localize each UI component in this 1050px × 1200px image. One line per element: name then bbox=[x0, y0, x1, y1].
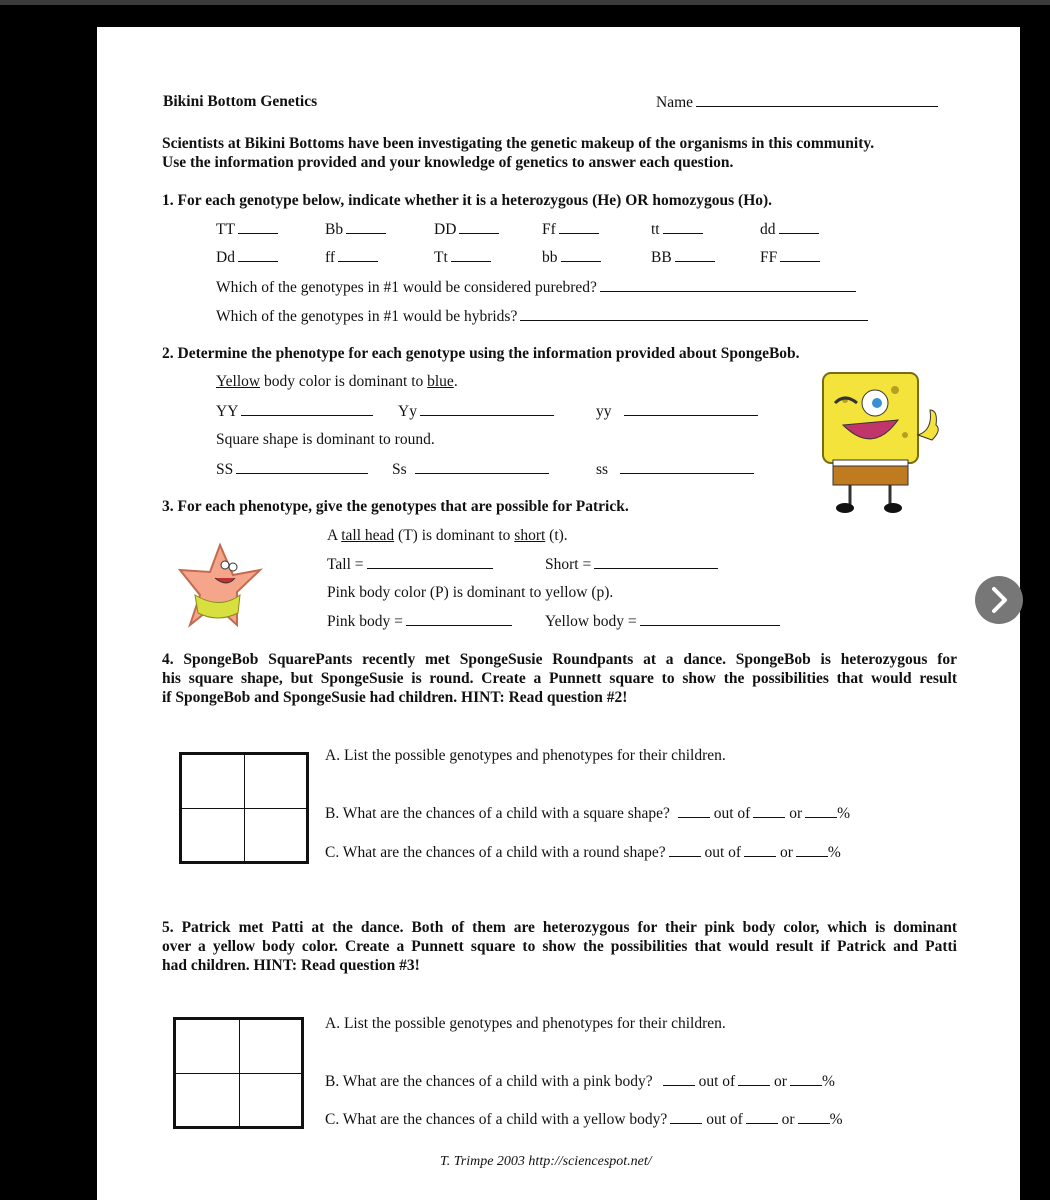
chevron-right-icon bbox=[975, 576, 1023, 624]
genotype-item: Tt bbox=[434, 248, 491, 267]
color-rule: Yellow body color is dominant to blue. bbox=[216, 373, 458, 390]
q4-part-b: B. What are the chances of a child with a square shape? out of or % bbox=[325, 805, 851, 822]
q4-part-a: A. List the possible genotypes and phenotypes for their children. bbox=[325, 747, 726, 764]
intro-line: Scientists at Bikini Bottoms have been investigating the genetic makeup of the organisms in this community. bbox=[162, 135, 875, 152]
name-label: Name bbox=[656, 94, 694, 111]
q4-part-c: C. What are the chances of a child with a round shape? out of or % bbox=[325, 844, 841, 861]
footer-credit: T. Trimpe 2003 http://sciencespot.net/ bbox=[440, 1154, 652, 1169]
hybrids-question: Which of the genotypes in #1 would be hybrids? bbox=[216, 307, 868, 326]
height-rule: A tall head (T) is dominant to short (t). bbox=[327, 527, 568, 544]
genotype-item: Dd bbox=[216, 248, 278, 267]
question-2-prompt: 2. Determine the phenotype for each genotype using the information provided about SpongeBob. bbox=[162, 345, 800, 362]
question-5-prompt: had children. HINT: Read question #3! bbox=[162, 957, 420, 974]
q5-part-c: C. What are the chances of a child with a yellow body? out of or % bbox=[325, 1111, 843, 1128]
intro-line: Use the information provided and your knowledge of genetics to answer each question. bbox=[162, 154, 734, 171]
answer-ss-het: Ss bbox=[392, 460, 549, 479]
question-5-prompt: 5. Patrick met Patti at the dance. Both of them are heterozygous for their pink body color, which is dominant bbox=[162, 919, 957, 936]
shape-rule: Square shape is dominant to round. bbox=[216, 431, 435, 448]
q5-part-b: B. What are the chances of a child with a pink body? out of or % bbox=[325, 1073, 835, 1090]
punnett-square-1 bbox=[179, 752, 309, 864]
answer-pink: Pink body = bbox=[327, 612, 512, 631]
purebred-question: Which of the genotypes in #1 would be considered purebred? bbox=[216, 278, 856, 297]
genotype-item: tt bbox=[651, 220, 703, 239]
question-1-prompt: 1. For each genotype below, indicate whether it is a heterozygous (He) OR homozygous (Ho). bbox=[162, 192, 773, 209]
punnett-square-2 bbox=[173, 1017, 304, 1129]
question-4-prompt: 4. SpongeBob SquarePants recently met SpongeSusie Roundpants at a dance. SpongeBob is heterozygous for bbox=[162, 651, 957, 668]
answer-ss-rec: ss bbox=[596, 460, 754, 479]
worksheet-title: Bikini Bottom Genetics bbox=[163, 93, 318, 110]
pink-rule: Pink body color (P) is dominant to yellow (p). bbox=[327, 584, 614, 601]
answer-yy-het: Yy bbox=[398, 402, 554, 421]
question-4-prompt: his square shape, but SpongeSusie is round. Create a Punnett square to show the possibilities that would result bbox=[162, 670, 957, 687]
q5-part-a: A. List the possible genotypes and phenotypes for their children. bbox=[325, 1015, 726, 1032]
spongebob-image bbox=[815, 365, 945, 515]
answer-yy-rec: yy bbox=[596, 402, 758, 421]
question-3-prompt: 3. For each phenotype, give the genotypes that are possible for Patrick. bbox=[162, 498, 629, 515]
answer-tall: Tall = bbox=[327, 555, 493, 574]
next-page-button[interactable] bbox=[975, 576, 1023, 624]
genotype-item: dd bbox=[760, 220, 819, 239]
answer-ss-dom: SS bbox=[216, 460, 368, 479]
genotype-item: BB bbox=[651, 248, 715, 267]
patrick-image bbox=[175, 540, 265, 632]
genotype-item: Ff bbox=[542, 220, 599, 239]
question-5-prompt: over a yellow body color. Create a Punnett square to show the possibilities that would result if Patrick and Patti bbox=[162, 938, 957, 955]
viewer-top-bar bbox=[0, 0, 1050, 5]
genotype-item: Bb bbox=[325, 220, 386, 239]
answer-yy-dom: YY bbox=[216, 402, 373, 421]
genotype-item: ff bbox=[325, 248, 378, 267]
answer-short: Short = bbox=[545, 555, 718, 574]
genotype-item: bb bbox=[542, 248, 601, 267]
name-field[interactable] bbox=[656, 93, 938, 112]
answer-yellow: Yellow body = bbox=[545, 612, 780, 631]
question-4-prompt: if SpongeBob and SpongeSusie had children. HINT: Read question #2! bbox=[162, 689, 628, 706]
genotype-item: DD bbox=[434, 220, 499, 239]
genotype-item: TT bbox=[216, 220, 278, 239]
genotype-item: FF bbox=[760, 248, 820, 267]
